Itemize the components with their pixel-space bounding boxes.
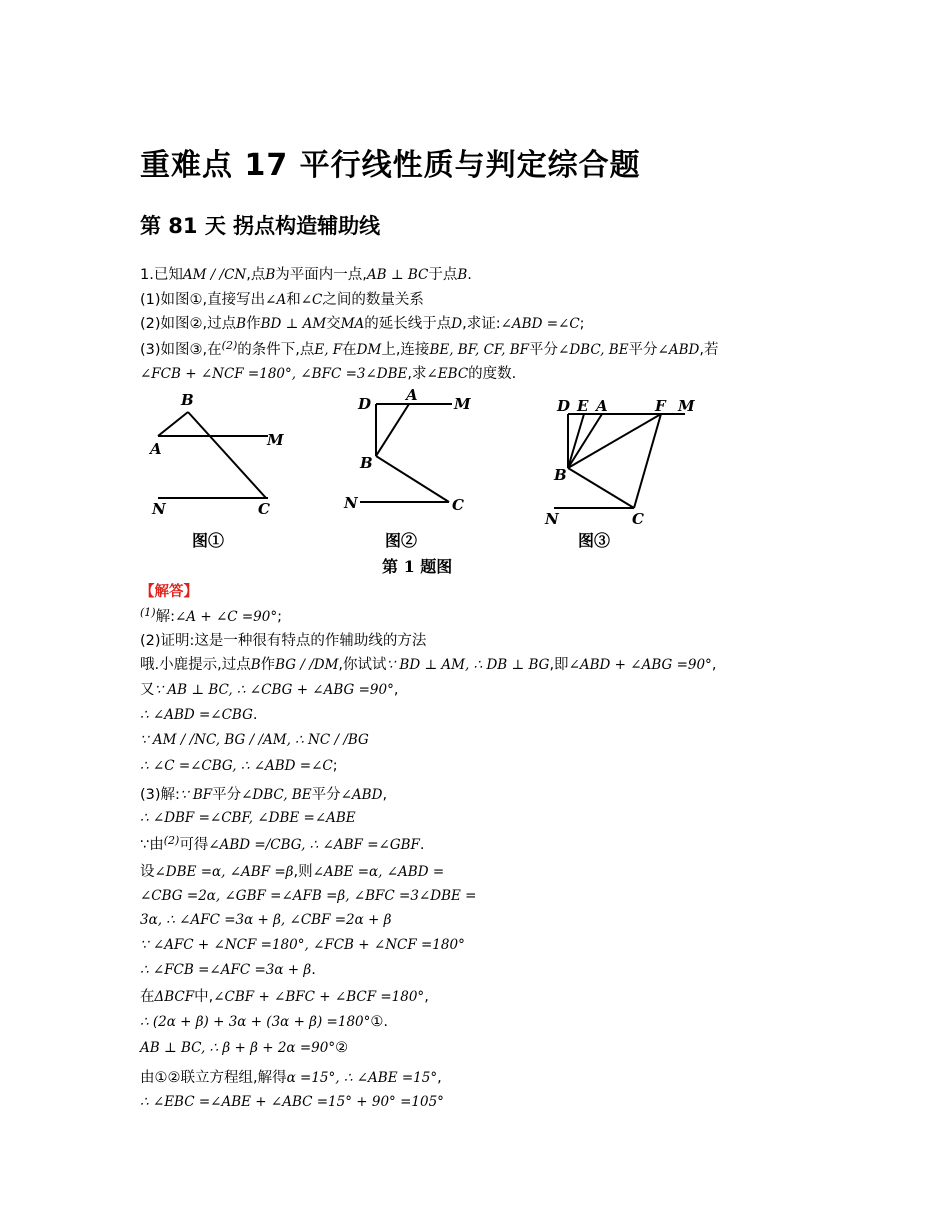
problem-question-3: (3)如图③,在$^{(2)}$的条件下,点E, F在DM上,连接BE, BF, CF, BF平分∠DBC, BE平分∠ABD,若 [140,339,719,358]
fig3-label-c: C [632,510,644,528]
figure-1 [158,412,268,498]
fig3-label-e: E [577,397,589,415]
answer-line-16: 在ΔBCF中,∠CBF + ∠BFC + ∠BCF =180°, [140,989,429,1005]
problem-question-1: (1)如图①,直接写出∠A和∠C之间的数量关系 [140,292,424,308]
answer-line-15: ∴ ∠FCB =∠AFC =3α + β. [140,962,316,978]
fig2-label-a: A [406,388,418,404]
answer-line-6: ∵ AM / /NC, BG / /AM, ∴ NC / /BG [140,732,369,748]
segment-bc [188,412,266,498]
fig3-label-n: N [545,510,559,528]
fig3-caption: 图③ [578,531,611,550]
answer-line-1: $^{(1)}$解:∠A + ∠C =90°; [140,606,283,625]
answer-line-8: (3)解:∵ BF平分∠DBC, BE平分∠ABD, [140,787,388,803]
answer-line-10: ∵由$^{(2)}$可得∠ABD =/CBG, ∴ ∠ABF =∠GBF. [140,834,425,853]
problem-question-2: (2)如图②,过点B作BD ⊥ AM交MA的延长线于点D,求证:∠ABD =∠C; [140,316,585,332]
fig3-label-m: M [678,397,695,415]
answer-line-19: 由①②联立方程组,解得α =15°, ∴ ∠ABE =15°, [140,1070,442,1086]
fig1-label-a: A [150,440,162,458]
page-title: 重难点 17 平行线性质与判定综合题 [140,148,641,183]
answer-line-4: 又∵ AB ⊥ BC, ∴ ∠CBG + ∠ABG =90°, [140,682,399,698]
segment-bc [568,468,634,508]
fig3-label-b: B [554,466,567,484]
fig2-label-c: C [452,496,464,514]
segment-ab [158,412,188,436]
fig3-label-d: D [557,397,571,415]
answer-line-3: 哦.小鹿提示,过点B作BG / /DM,你试试∵ BD ⊥ AM, ∴ DB ⊥ BG,即∠ABD + ∠ABG =90°, [140,657,717,673]
segment-bc [376,456,449,502]
problem-question-3-cont: ∠FCB + ∠NCF =180°, ∠BFC =3∠DBE,求∠EBC的度数. [140,366,517,382]
answer-line-14: ∵ ∠AFC + ∠NCF =180°, ∠FCB + ∠NCF =180° [140,937,465,953]
fig3-label-a: A [596,397,608,415]
fig2-label-n: N [344,494,358,512]
fig1-label-m: M [267,431,284,449]
answer-line-17: ∴ (2α + β) + 3α + (3α + β) =180°①. [140,1014,388,1030]
answer-line-9: ∴ ∠DBF =∠CBF, ∠DBE =∠ABE [140,810,356,826]
segment-ba [568,414,602,468]
answer-line-7: ∴ ∠C =∠CBG, ∴ ∠ABD =∠C; [140,758,338,774]
answer-line-20: ∴ ∠EBC =∠ABE + ∠ABC =15° + 90° =105° [140,1094,444,1110]
answer-label: 【解答】 [140,584,198,600]
answer-line-2: (2)证明:这是一种很有特点的作辅助线的方法 [140,633,427,649]
fig2-caption: 图② [385,531,418,550]
fig1-label-n: N [152,500,166,518]
answer-line-13: 3α, ∴ ∠AFC =3α + β, ∠CBF =2α + β [140,912,392,928]
fig2-label-d: D [358,395,372,413]
answer-line-5: ∴ ∠ABD =∠CBG. [140,707,258,723]
fig3-label-f: F [655,397,666,415]
figures-diagram [140,388,740,580]
answer-line-12: ∠CBG =2α, ∠GBF =∠AFB =β, ∠BFC =3∠DBE = [140,888,477,904]
page-subtitle: 第 81 天 拐点构造辅助线 [140,214,381,238]
figures-caption: 第 1 题图 [382,557,453,576]
fig2-label-b: B [360,454,373,472]
fig1-caption: 图① [192,531,225,550]
answer-line-11: 设∠DBE =α, ∠ABF =β,则∠ABE =α, ∠ABD = [140,864,445,880]
segment-ba [376,404,409,456]
answer-line-18: AB ⊥ BC, ∴ β + β + 2α =90°② [140,1040,349,1056]
figure-3 [554,414,685,508]
fig1-label-c: C [258,500,270,518]
figure-2 [360,404,452,502]
fig2-label-m: M [454,395,471,413]
fig1-label-b: B [181,391,194,409]
problem-line-1: 1.已知AM / /CN,点B为平面内一点,AB ⊥ BC于点B. [140,267,472,283]
